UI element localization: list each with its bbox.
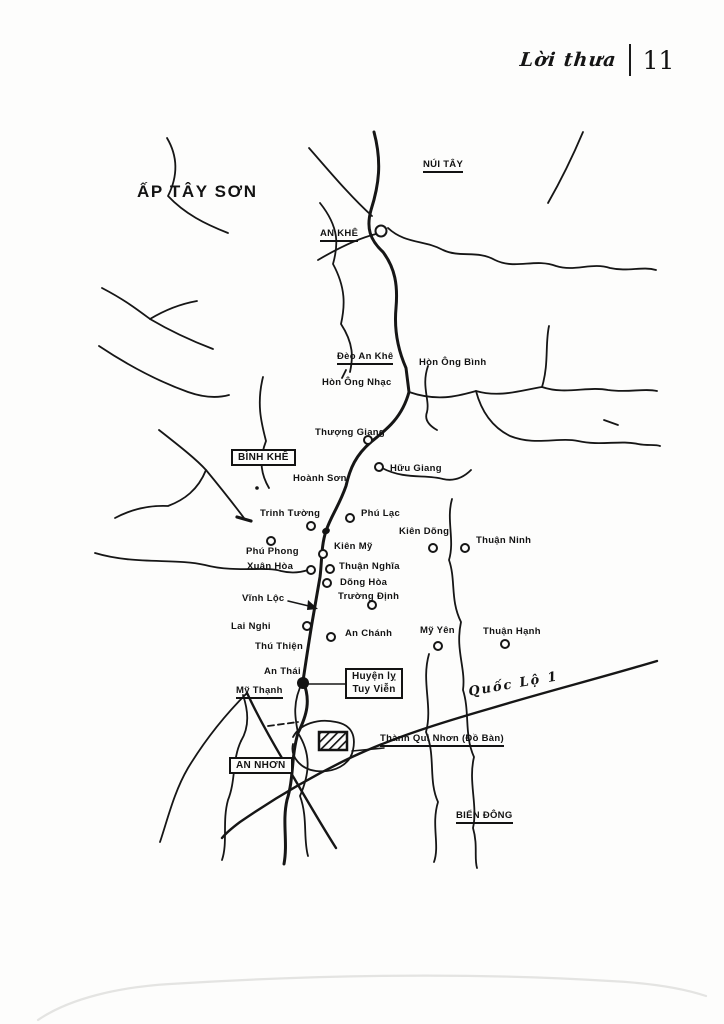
label-kien-dong: Kiên Dõng [399,526,450,537]
stream [542,326,549,387]
village-marker [323,579,331,587]
village-marker [303,622,311,630]
stream [260,377,269,488]
label-kien-my: Kiên Mỹ [334,541,373,552]
label-hon-ong-nhac: Hòn Ông Nhạc [322,377,392,388]
stream [409,387,657,397]
village-marker [307,522,315,530]
village-marker [327,633,335,641]
small-dot [255,486,259,490]
label-xuan-hoa: Xuân Hòa [247,561,294,572]
label-lai-nghi: Lai Nghi [231,621,271,632]
label-nui-tay: NÚI TÂY [423,160,463,173]
label-thuan-hanh: Thuận Hạnh [483,626,541,637]
citadel-loop-dashed [268,722,298,726]
label-thuong-giang: Thượng Giang [315,427,386,438]
stream [476,391,660,446]
label-thanh-qui-nhon: Thành Qui Nhơn (Đồ Bàn) [380,734,504,747]
label-thuan-ninh: Thuận Ninh [476,535,532,546]
stream [115,430,206,518]
label-huyen-ly-tuy-vien [345,668,403,699]
village-marker [307,566,315,574]
label-binh-khe: BÌNH KHÊ [231,449,296,466]
label-huu-giang: Hữu Giang [390,463,442,474]
label-my-yen: Mỹ Yên [420,625,455,636]
label-hoanh-son: Hoành Sơn [293,473,347,484]
stream [206,470,244,518]
village-marker [376,226,387,237]
stream [604,420,618,425]
label-an-chanh: An Chánh [345,628,393,639]
stream [150,319,213,349]
village-marker [267,537,275,545]
village-marker [346,514,354,522]
label-deo-an-khe: Đèo An Khê [337,352,393,365]
label-an-nhon: AN NHƠN [229,757,293,774]
label-truong-dinh: Trường Định [338,591,400,602]
label-hon-ong-binh: Hòn Ông Bình [419,357,487,368]
label-dong-hoa: Dõng Hòa [340,577,388,588]
village-markers [267,226,509,651]
stream [426,654,438,862]
village-marker [461,544,469,552]
an-thai-district-marker [297,677,309,689]
village-marker [429,544,437,552]
stream [241,695,247,741]
label-trinh-tuong: Trinh Tường [260,508,321,519]
label-vinh-loc: Vĩnh Lộc [242,593,285,604]
label-huyen-ly-line2: Tuy Viễn [352,683,396,695]
label-huyen-ly-line1: Huyện lỵ [352,671,397,682]
road-quoc-lo-1 [222,661,657,838]
village-marker [326,565,334,573]
village-marker [319,550,327,558]
village-marker [375,463,383,471]
page-number: 11 [642,45,675,75]
label-an-thai: An Thái [264,666,301,677]
stream [99,346,229,397]
label-an-khe: AN KHÊ [320,229,358,242]
ink-blot-marker [321,526,331,535]
tick-mark [237,517,251,521]
stream [548,132,583,203]
village-marker [501,640,509,648]
label-my-thanh: Mỹ Thạnh [236,686,283,699]
label-phu-phong: Phú Phong [246,546,299,557]
citadel-marker [319,732,347,750]
label-quoc-lo-1: Quốc Lộ 1 [467,669,560,700]
village-marker [434,642,442,650]
page-curl [38,976,706,1020]
label-bien-dong: BIỂN ĐÔNG [456,811,513,824]
chapter-title: Lời thưa [518,49,618,71]
map-title: ẤP TÂY SƠN [137,182,258,201]
stream [388,228,656,270]
stream [309,148,372,216]
label-thu-thien: Thú Thiện [255,641,304,652]
label-phu-lac: Phú Lạc [361,508,401,519]
stream [102,288,197,319]
label-thuan-nghia: Thuận Nghĩa [339,561,400,572]
